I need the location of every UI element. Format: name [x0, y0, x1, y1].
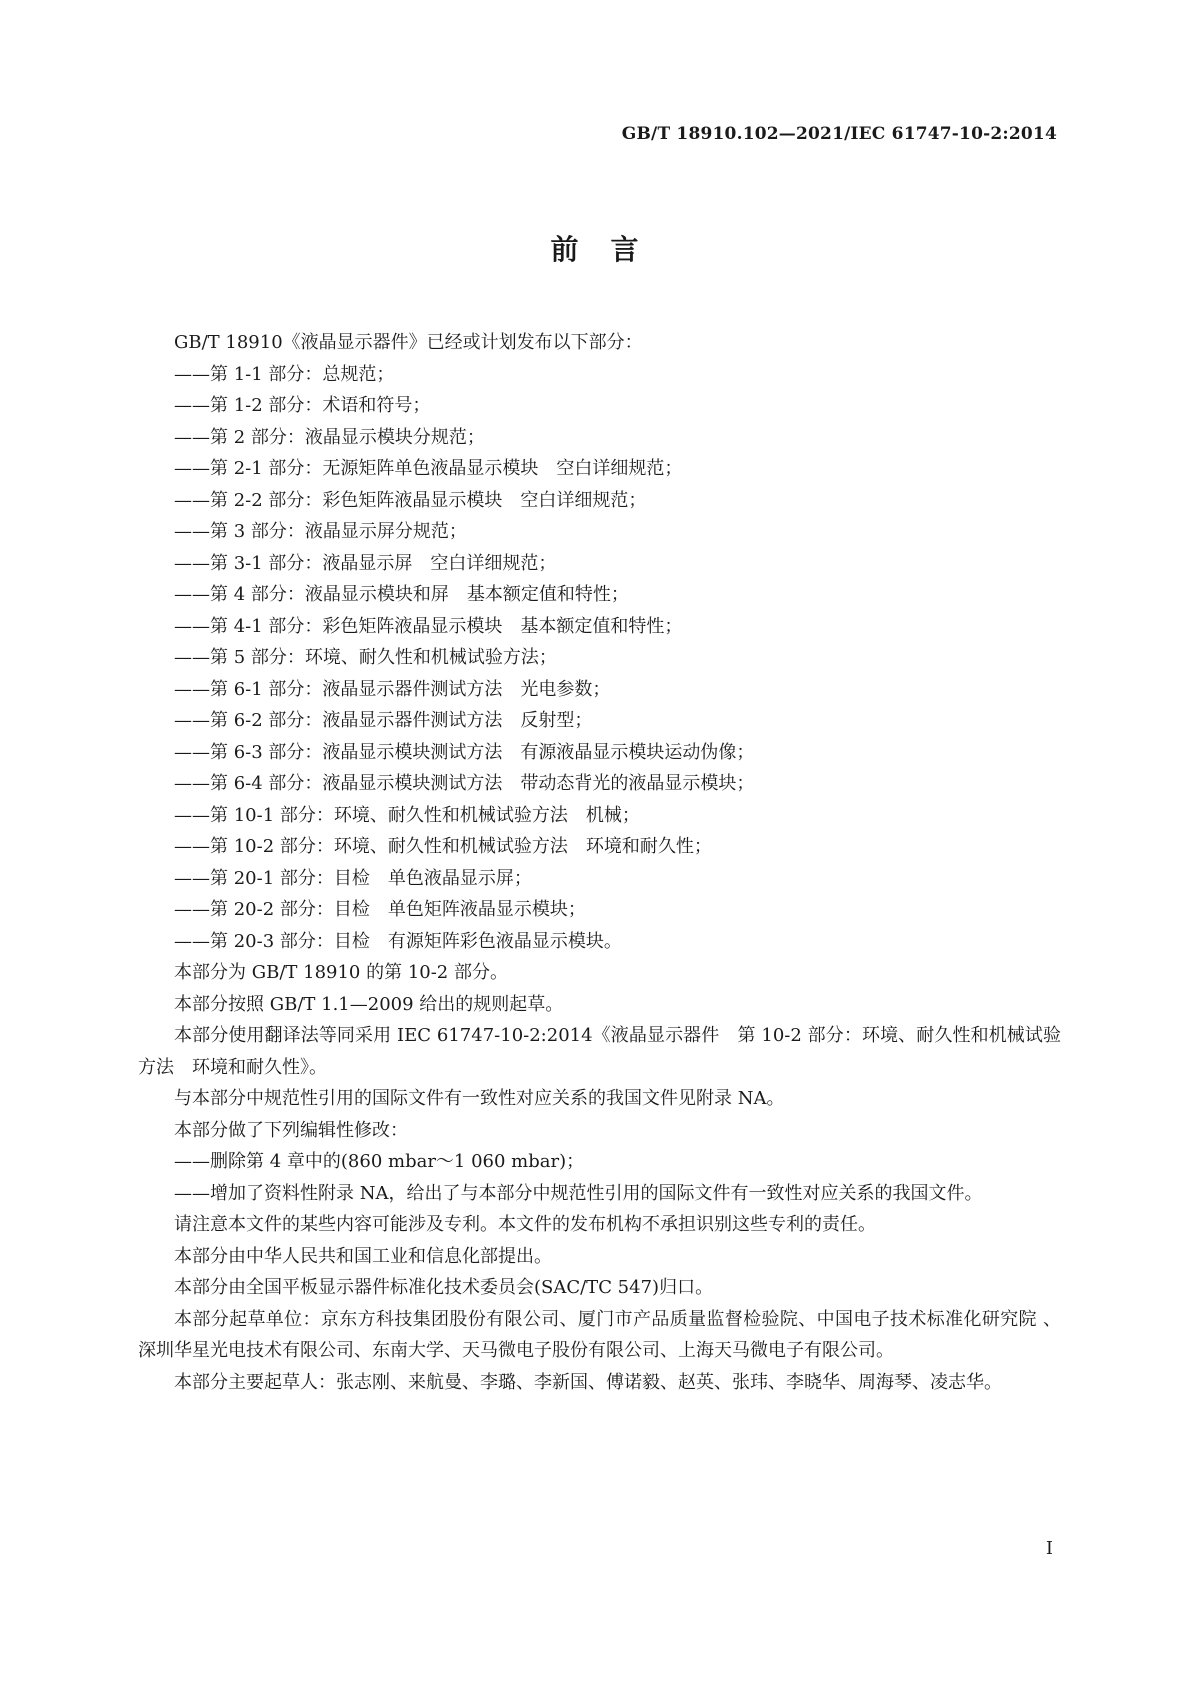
- list-item: ——第 10-2 部分：环境、耐久性和机械试验方法 环境和耐久性；: [174, 836, 712, 857]
- list-item: ——第 4 部分：液晶显示模块和屏 基本额定值和特性；: [174, 584, 629, 605]
- standard-code: GB/T 18910.102—2021/IEC 61747-10-2:2014: [621, 124, 1057, 144]
- list-item: ——第 4-1 部分：彩色矩阵液晶显示模块 基本额定值和特性；: [174, 615, 683, 637]
- list-item: ——第 1-1 部分：总规范；: [174, 363, 395, 385]
- list-item: ——第 2-2 部分：彩色矩阵液晶显示模块 空白详细规范；: [174, 489, 647, 511]
- list-item: ——第 6-2 部分：液晶显示器件测试方法 反射型；: [174, 710, 593, 731]
- list-item: ——第 3-1 部分：液晶显示屏 空白详细规范；: [174, 552, 557, 574]
- list-item: ——第 20-1 部分：目检 单色液晶显示屏；: [174, 867, 532, 889]
- list-item: ——第 6-4 部分：液晶显示模块测试方法 带动态背光的液晶显示模块；: [174, 773, 755, 794]
- list-item: ——第 5 部分：环境、耐久性和机械试验方法；: [174, 647, 557, 668]
- list-item: ——第 2-1 部分：无源矩阵单色液晶显示模块 空白详细规范；: [174, 458, 683, 479]
- list-item: ——增加了资料性附录 NA，给出了与本部分中规范性引用的国际文件有一致性对应关系的我国文件。: [174, 1182, 983, 1204]
- page-title: 前 言: [550, 233, 641, 266]
- centralized-paragraph: 本部分由全国平板显示器件标准化技术委员会(SAC/TC 547)归口。: [174, 1277, 714, 1298]
- list-item: ——第 3 部分：液晶显示屏分规范；: [174, 521, 467, 542]
- drafters-paragraph: 本部分主要起草人：张志刚、来航曼、李璐、李新国、傅诺毅、赵英、张玮、李晓华、周海琴、凌志华。: [174, 1371, 1002, 1393]
- list-item: ——第 6-1 部分：液晶显示器件测试方法 光电参数；: [174, 678, 611, 700]
- list-item: ——第 2 部分：液晶显示模块分规范；: [174, 426, 485, 448]
- list-item: ——删除第 4 章中的(860 mbar～1 060 mbar)；: [174, 1151, 585, 1172]
- annex-na-paragraph: 与本部分中规范性引用的国际文件有一致性对应关系的我国文件见附录 NA。: [174, 1088, 785, 1109]
- parts-list: [138, 359, 1061, 958]
- part-of-paragraph: 本部分为 GB/T 18910 的第 10-2 部分。: [174, 962, 508, 983]
- list-item: ——第 1-2 部分：术语和符号；: [174, 395, 431, 416]
- translation-paragraph: 本部分使用翻译法等同采用 IEC 61747-10-2:2014《液晶显示器件 第 10-2 部分：环境、耐久性和机械试验方法 环境和耐久性》。: [138, 1025, 1061, 1078]
- intro-paragraph: GB/T 18910《液晶显示器件》已经或计划发布以下部分：: [174, 332, 643, 353]
- page-number: I: [1045, 1538, 1053, 1559]
- list-item: ——第 20-2 部分：目检 单色矩阵液晶显示模块；: [174, 899, 586, 920]
- list-item: ——第 6-3 部分：液晶显示模块测试方法 有源液晶显示模块运动伪像；: [174, 741, 755, 763]
- list-item: ——第 20-3 部分：目检 有源矩阵彩色液晶显示模块。: [174, 930, 622, 952]
- patent-paragraph: 请注意本文件的某些内容可能涉及专利。本文件的发布机构不承担识别这些专利的责任。: [174, 1214, 876, 1235]
- drafting-rules-paragraph: 本部分按照 GB/T 1.1—2009 给出的规则起草。: [174, 993, 564, 1015]
- edit-intro-paragraph: 本部分做了下列编辑性修改：: [174, 1119, 408, 1141]
- proposer-paragraph: 本部分由中华人民共和国工业和信息化部提出。: [174, 1245, 552, 1267]
- list-item: ——第 10-1 部分：环境、耐久性和机械试验方法 机械；: [174, 804, 640, 826]
- foreword-body: [138, 327, 1061, 1398]
- edits-list: [138, 1146, 1061, 1209]
- drafting-units-paragraph: 本部分起草单位：京东方科技集团股份有限公司、厦门市产品质量监督检验院、中国电子技术标准化研究院 、深圳华星光电技术有限公司、东南大学、天马微电子股份有限公司、上海天马微电子有限公司。: [138, 1308, 1061, 1361]
